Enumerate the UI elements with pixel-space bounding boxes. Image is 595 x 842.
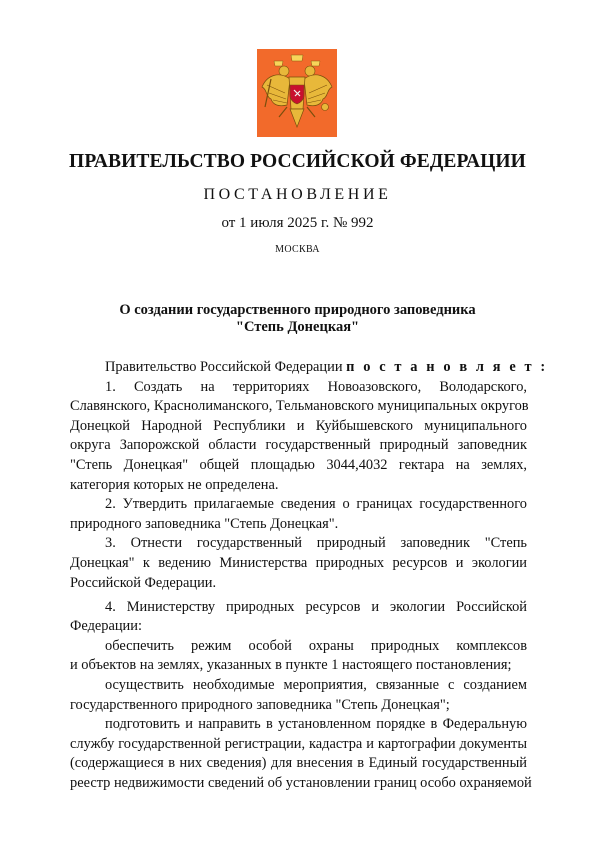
paragraph-line: 2. Утвердить прилагаемые сведения о границах государственного	[105, 496, 527, 513]
preamble-verb: п о с т а н о в л я е т :	[346, 359, 548, 375]
document-subject	[60, 302, 535, 336]
preamble	[70, 358, 548, 378]
paragraph-line: службу государственной регистрации, кадастра и картографии документы	[70, 735, 527, 752]
document-city: МОСКВА	[275, 244, 320, 255]
paragraph-line: реестр недвижимости сведений об установлении границ особо охраняемой	[70, 774, 532, 791]
paragraph-line: подготовить и направить в установленном порядке в Федеральную	[105, 716, 527, 733]
paragraph-line: 3. Отнести государственный природный заповедник "Степь	[105, 535, 527, 552]
paragraph-line: государственного природного заповедника "Степь Донецкая";	[70, 696, 450, 713]
paragraph-line: обеспечить режим особой охраны природных комплексов	[105, 637, 527, 654]
paragraph-line: Донецкой Народной Республики и Куйбышевского муниципального	[70, 417, 527, 434]
paragraph-line: "Степь Донецкая" общей площадью 3044,4032 гектара на землях,	[70, 456, 527, 473]
paragraph-line: Российской Федерации.	[70, 574, 217, 591]
paragraph-line: природного заповедника "Степь Донецкая".	[70, 515, 339, 532]
paragraph-line: 1. Создать на территориях Новоазовского, Володарского,	[105, 378, 527, 395]
preamble-text: Правительство Российской Федерации	[105, 359, 347, 375]
paragraph-line: (содержащиеся в них сведения) для внесения в Единый государственный	[70, 755, 527, 772]
russian-coat-of-arms-icon	[257, 49, 337, 137]
paragraph-line: категория которых не определена.	[70, 476, 279, 493]
paragraph-line: Федерации:	[70, 618, 142, 635]
subject-line: "Степь Донецкая"	[235, 319, 360, 335]
paragraph-line: округа Запорожской области государственный природный заповедник	[70, 437, 527, 454]
paragraph-line: и объектов на землях, указанных в пункте 1 настоящего постановления;	[70, 657, 512, 674]
government-title: ПРАВИТЕЛЬСТВО РОССИЙСКОЙ ФЕДЕРАЦИИ	[69, 151, 526, 172]
paragraph-line: Славянского, Краснолиманского, Тельмановского муниципальных округов	[70, 398, 529, 415]
document-type: ПОСТАНОВЛЕНИЕ	[203, 186, 392, 203]
paragraph-line: осуществить необходимые мероприятия, связанные с созданием	[105, 677, 527, 693]
document-date-number: от 1 июля 2025 г. № 992	[221, 215, 374, 231]
paragraph-line: Донецкая" к ведению Министерства природных ресурсов и экологии	[70, 554, 527, 571]
document-body	[70, 358, 548, 794]
paragraph-line: 4. Министерству природных ресурсов и экологии Российской	[105, 598, 527, 615]
subject-line: О создании государственного природного заповедника	[119, 302, 476, 318]
